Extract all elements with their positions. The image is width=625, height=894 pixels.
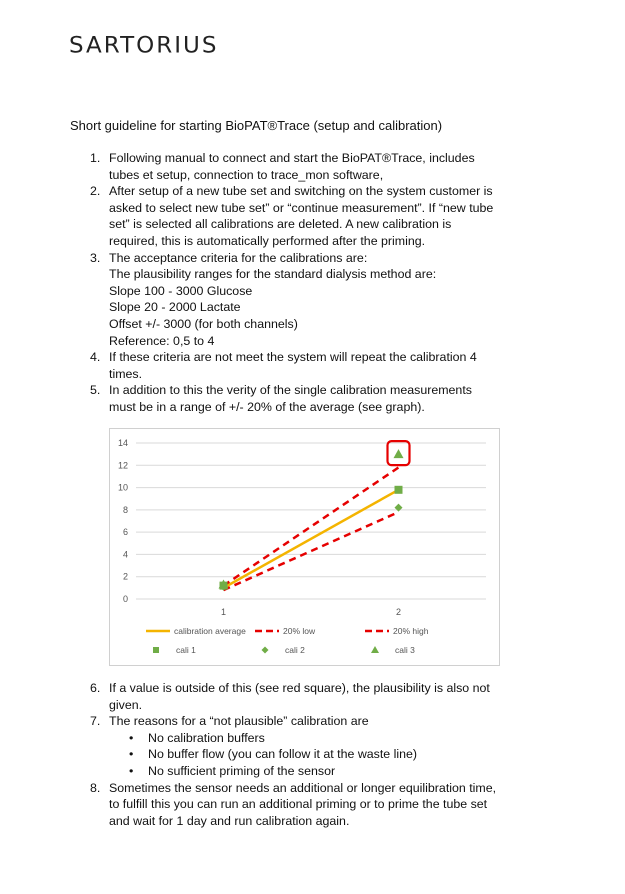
y-tick-label: 10 bbox=[117, 482, 128, 493]
series-line bbox=[224, 468, 399, 586]
item-number: 4. bbox=[90, 350, 101, 365]
list-item bbox=[70, 680, 509, 713]
chart-canvas bbox=[110, 429, 499, 665]
item-text-line: and wait for 1 day and run calibration again. bbox=[109, 813, 350, 828]
data-point-square bbox=[395, 486, 403, 494]
list-item bbox=[70, 250, 509, 350]
legend-label: calibration average bbox=[174, 626, 246, 636]
item-text-line: If a value is outside of this (see red square), the plausibility is also not bbox=[109, 681, 490, 695]
list-item bbox=[70, 150, 509, 183]
item-number: 2. bbox=[90, 184, 101, 199]
legend-label: 20% low bbox=[283, 626, 316, 636]
legend-swatch bbox=[262, 647, 269, 654]
y-tick-label: 4 bbox=[122, 549, 128, 560]
item-number: 3. bbox=[90, 250, 101, 265]
item-text-line: Offset +/- 3000 (for both channels) bbox=[109, 316, 298, 331]
legend-swatch bbox=[153, 647, 159, 653]
list-item bbox=[70, 183, 509, 249]
data-point-triangle bbox=[394, 449, 404, 458]
item-number: 7. bbox=[90, 714, 101, 729]
list-item bbox=[70, 349, 509, 382]
y-tick-label: 0 bbox=[122, 594, 128, 604]
item-number: 6. bbox=[90, 681, 101, 695]
item-text-line: tubes et setup, connection to trace_mon software, bbox=[109, 167, 384, 182]
item-number: 8. bbox=[90, 780, 101, 795]
list-item bbox=[70, 382, 509, 415]
item-number: 1. bbox=[90, 151, 101, 165]
item-text-line: set” is selected all calibrations are deleted. A new calibration is bbox=[109, 217, 452, 232]
item-text-line: times. bbox=[109, 366, 143, 381]
series-line bbox=[224, 512, 399, 590]
item-text-line: In addition to this the verity of the single calibration measurements bbox=[109, 383, 472, 398]
item-text-line: asked to select new tube set” or “continue measurement”. If “new tube bbox=[109, 200, 494, 215]
x-tick-label: 1 bbox=[220, 607, 227, 617]
x-tick-label: 2 bbox=[395, 607, 402, 617]
bullet-item: • No calibration buffers bbox=[109, 730, 548, 747]
item-text-line: given. bbox=[109, 697, 143, 712]
item-text-line: The plausibility ranges for the standard dialysis method are: bbox=[109, 267, 437, 282]
data-point-diamond bbox=[395, 504, 403, 512]
calibration-chart bbox=[109, 428, 500, 666]
y-tick-label: 14 bbox=[117, 438, 128, 448]
item-text-line: Sometimes the sensor needs an additional or longer equilibration time, bbox=[109, 780, 497, 795]
legend-label: 20% high bbox=[393, 626, 429, 636]
reasons-list bbox=[109, 730, 509, 780]
item-text-line: The reasons for a “not plausible” calibration are bbox=[109, 714, 369, 729]
item-text-line: must be in a range of +/- 20% of the average (see graph). bbox=[109, 399, 425, 414]
item-text-line: The acceptance criteria for the calibrations are: bbox=[109, 250, 368, 265]
item-text-line: to fulfill this you can run an additional priming or to prime the tube set bbox=[109, 797, 488, 812]
y-tick-label: 6 bbox=[122, 527, 128, 538]
legend-swatch bbox=[371, 646, 379, 653]
item-number: 5. bbox=[90, 383, 101, 398]
bullet-item: • No sufficient priming of the sensor bbox=[109, 763, 548, 780]
series-line bbox=[224, 490, 399, 588]
item-text-line: If these criteria are not meet the system will repeat the calibration 4 bbox=[109, 350, 477, 365]
item-text-line: Slope 100 - 3000 Glucose bbox=[109, 283, 253, 298]
item-text-line: Slope 20 - 2000 Lactate bbox=[109, 300, 241, 315]
item-text-line: required, this is automatically performed after the priming. bbox=[109, 233, 426, 248]
bullet-item: • No buffer flow (you can follow it at the waste line) bbox=[109, 746, 548, 763]
y-tick-label: 8 bbox=[122, 504, 128, 515]
y-tick-label: 2 bbox=[122, 571, 128, 582]
list-item bbox=[70, 780, 509, 830]
legend-label: cali 3 bbox=[395, 645, 415, 655]
sartorius-logo: SARTORIUS bbox=[69, 33, 219, 59]
legend-label: cali 1 bbox=[176, 645, 196, 655]
y-tick-label: 12 bbox=[117, 460, 128, 471]
list-item bbox=[70, 713, 509, 779]
item-text-line: Reference: 0,5 to 4 bbox=[109, 333, 215, 348]
document-title: Short guideline for starting BioPAT®Trace (setup and calibration) bbox=[70, 118, 443, 133]
item-text-line: After setup of a new tube set and switching on the system customer is bbox=[109, 184, 493, 199]
item-text-line: Following manual to connect and start the BioPAT®Trace, includes bbox=[109, 151, 475, 165]
guideline-list-part2 bbox=[70, 680, 509, 829]
legend-label: cali 2 bbox=[285, 645, 305, 655]
guideline-list-part1 bbox=[70, 150, 509, 416]
